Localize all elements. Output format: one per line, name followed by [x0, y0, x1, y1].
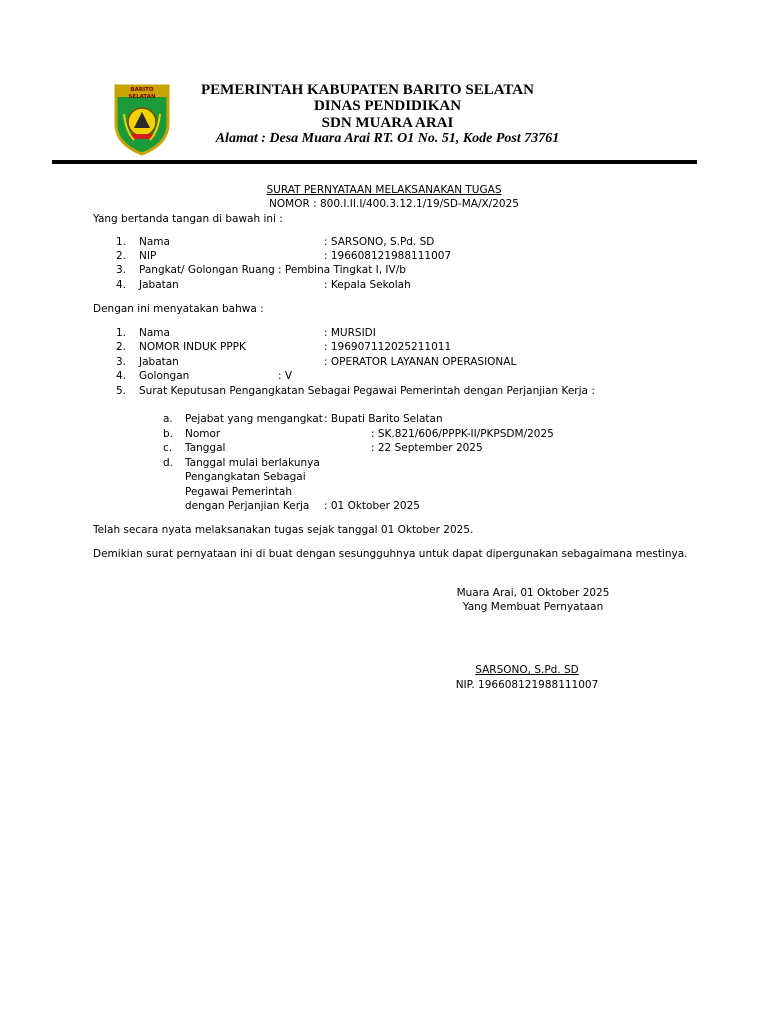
paragraph-task: Telah secara nyata melaksanakan tugas sejak tanggal 01 Oktober 2025.	[93, 524, 474, 536]
subject-value: : V	[278, 370, 293, 382]
decree-num: a.	[163, 413, 173, 425]
signer-label: Pangkat/ Golongan Ruang	[139, 264, 275, 276]
subject-value: : MURSIDI	[324, 327, 376, 339]
logo-text: BARITO SELATAN	[128, 87, 156, 100]
decree-label-line: Pengangkatan Sebagai	[185, 471, 306, 483]
decree-label-line: dengan Perjanjian Kerja	[185, 500, 310, 512]
signer-num: 1.	[116, 236, 127, 248]
letterhead-address: Alamat : Desa Muara Arai RT. O1 No. 51, Kode Post 73761	[215, 131, 560, 146]
subject-value: : OPERATOR LAYANAN OPERASIONAL	[324, 356, 517, 368]
signer-num: 3.	[116, 264, 127, 276]
decree-value: : Bupati Barito Selatan	[324, 413, 443, 425]
document-number: NOMOR : 800.I.II.I/400.3.12.1/19/SD-MA/X/2025	[269, 198, 519, 210]
subject-label: NOMOR INDUK PPPK	[139, 341, 246, 353]
signature-place-date: Muara Arai, 01 Oktober 2025	[456, 587, 610, 599]
subject-num: 1.	[116, 327, 127, 339]
letterhead-line3: SDN MUARA ARAI	[321, 115, 454, 131]
decree-label: Nomor	[185, 428, 221, 440]
decree-label: Tanggal	[185, 442, 226, 454]
signer-value: : Kepala Sekolah	[324, 279, 411, 291]
statement-intro: Dengan ini menyatakan bahwa :	[93, 303, 264, 315]
decree-num: d.	[163, 457, 174, 469]
decree-value: : 22 September 2025	[371, 442, 483, 454]
signer-value: : Pembina Tingkat I, IV/b	[278, 264, 406, 276]
decree-label-line: Pegawai Pemerintah	[185, 486, 292, 498]
subject-num: 4.	[116, 370, 127, 382]
subject-value: : 196907112025211011	[324, 341, 452, 353]
signer-num: 2.	[116, 250, 127, 262]
signer-label: Nama	[139, 236, 170, 248]
signature-nip: NIP. 196608121988111007	[455, 679, 599, 691]
subject-label: Surat Keputusan Pengangkatan Sebagai Pegawai Pemerintah dengan Perjanjian Kerja :	[139, 385, 595, 397]
decree-label: Pejabat yang mengangkat	[185, 413, 323, 425]
subject-label: Nama	[139, 327, 170, 339]
subject-label: Jabatan	[139, 356, 179, 368]
signature-role: Yang Membuat Pernyataan	[462, 601, 604, 613]
signer-value: : 196608121988111007	[324, 250, 452, 262]
subject-num: 5.	[116, 385, 127, 397]
document-title: SURAT PERNYATAAN MELAKSANAKAN TUGAS	[266, 184, 502, 196]
signer-label: Jabatan	[139, 279, 179, 291]
decree-label-line: Tanggal mulai berlakunya	[185, 457, 320, 469]
letterhead-divider	[52, 160, 697, 164]
decree-value: : 01 Oktober 2025	[324, 500, 420, 512]
letterhead-line1: PEMERINTAH KABUPATEN BARITO SELATAN	[201, 82, 534, 98]
signer-value: : SARSONO, S.Pd. SD	[324, 236, 435, 248]
subject-num: 2.	[116, 341, 127, 353]
decree-num: b.	[163, 428, 174, 440]
signature-name: SARSONO, S.Pd. SD	[475, 664, 579, 676]
signer-num: 4.	[116, 279, 127, 291]
signer-label: NIP	[139, 250, 157, 262]
subject-label: Golongan	[139, 370, 190, 382]
paragraph-closing: Demikian surat pernyataan ini di buat dengan sesungguhnya untuk dapat dipergunakan sebagaimana mestinya.	[93, 548, 688, 560]
subject-num: 3.	[116, 356, 127, 368]
decree-value: : SK.821/606/PPPK-II/PKPSDM/2025	[371, 428, 554, 440]
letterhead-line2: DINAS PENDIDIKAN	[313, 98, 462, 114]
decree-num: c.	[163, 442, 173, 454]
intro-text: Yang bertanda tangan di bawah ini :	[93, 213, 283, 225]
